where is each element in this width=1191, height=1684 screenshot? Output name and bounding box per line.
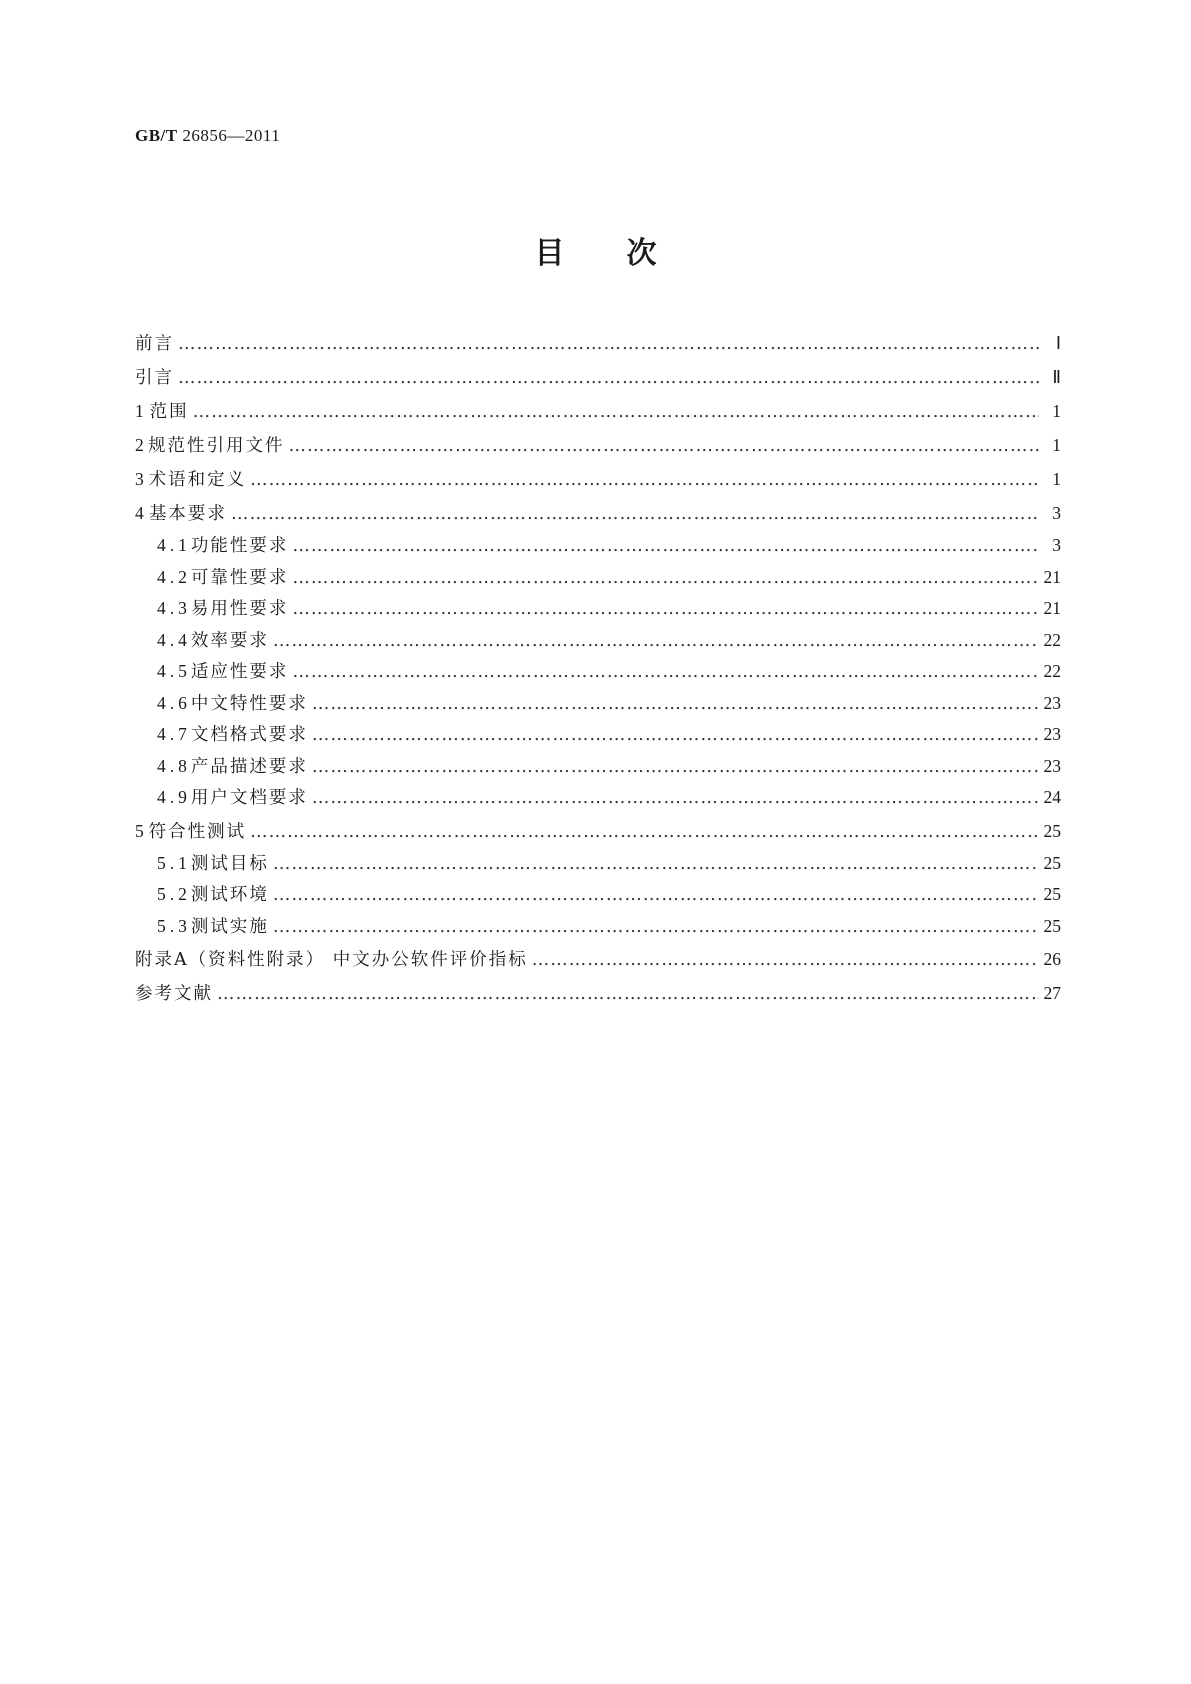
dot-leader <box>217 977 1039 1011</box>
toc-entry-page-number: 25 <box>1043 820 1061 841</box>
toc-entry-page-number: 25 <box>1043 852 1061 873</box>
toc-entry-number: 4 <box>135 503 148 523</box>
toc-entry-page-number: 25 <box>1043 884 1061 904</box>
dot-leader <box>273 912 1039 944</box>
page-title: 目次 <box>534 236 719 271</box>
toc-entry-label: 基本要求 <box>148 504 227 524</box>
toc-entry[interactable] <box>135 326 1061 360</box>
toc-entry-number: 4.9 <box>157 787 191 807</box>
toc-entry-number: 5 <box>135 820 148 841</box>
toc-entry[interactable] <box>135 394 1061 428</box>
dot-leader <box>178 327 1039 361</box>
dot-leader <box>312 720 1039 752</box>
dot-leader <box>292 531 1039 563</box>
toc-entry-number: 3 <box>135 469 148 489</box>
toc-entry-page-number: 22 <box>1043 661 1061 681</box>
toc-entry-label: 测试环境 <box>190 885 269 905</box>
toc-entry-label: 功能性要求 <box>190 536 289 556</box>
dot-leader <box>312 783 1039 815</box>
standard-number <box>135 126 280 146</box>
toc-entry-label: 引言 <box>135 368 174 388</box>
toc-entry-label: 效率要求 <box>190 630 269 651</box>
toc-entry[interactable] <box>135 496 1061 530</box>
toc-entry-number: 1 <box>135 401 148 421</box>
toc-entry[interactable] <box>135 751 1061 783</box>
toc-entry[interactable] <box>135 562 1061 594</box>
toc-entry-number: 2 <box>135 435 148 455</box>
dot-leader <box>312 689 1039 721</box>
dot-leader <box>250 463 1039 497</box>
toc-entry[interactable] <box>135 976 1061 1010</box>
toc-entry-number: 4.8 <box>157 755 191 776</box>
toc-entry-label: 测试目标 <box>190 853 269 874</box>
dot-leader <box>178 361 1039 395</box>
toc-entry-page-number: 23 <box>1043 692 1061 713</box>
toc-entry[interactable] <box>135 462 1061 496</box>
dot-leader <box>292 657 1039 689</box>
toc-entry-page-number: 1 <box>1052 469 1061 489</box>
toc-entry-number: 5.2 <box>157 884 191 904</box>
toc-entry-page-number: 21 <box>1043 566 1061 587</box>
toc-entry[interactable] <box>135 814 1061 848</box>
toc-entry-number: 4.6 <box>157 692 191 713</box>
toc-entry-label: 符合性测试 <box>148 821 247 842</box>
toc-entry-page-number: 21 <box>1043 598 1061 618</box>
toc-entry-label: 文档格式要求 <box>190 725 308 745</box>
toc-entry-page-number: 22 <box>1043 629 1061 650</box>
dot-leader <box>292 563 1039 595</box>
toc-entry-number: 4.1 <box>157 535 191 555</box>
toc-entry-page-number: 3 <box>1052 535 1061 555</box>
toc-entry[interactable] <box>135 719 1061 751</box>
dot-leader <box>273 849 1039 881</box>
toc-entry-label: 参考文献 <box>135 984 213 1004</box>
standard-prefix: GB/T <box>135 126 178 145</box>
toc-entry-label: 测试实施 <box>190 916 269 937</box>
dot-leader <box>273 880 1039 912</box>
toc-entry[interactable] <box>135 625 1061 657</box>
dot-leader <box>231 497 1039 531</box>
toc-entry[interactable] <box>135 530 1061 562</box>
dot-leader <box>193 395 1039 429</box>
dot-leader <box>250 815 1039 849</box>
toc-entry[interactable] <box>135 942 1061 976</box>
toc-entry-page-number: Ⅰ <box>1055 333 1061 353</box>
toc-entry-label: 前言 <box>135 334 174 354</box>
toc-entry-page-number: 25 <box>1043 915 1061 936</box>
toc-entry[interactable] <box>135 911 1061 943</box>
toc-entry-label: 中文特性要求 <box>190 693 308 714</box>
toc-entry[interactable] <box>135 360 1061 394</box>
toc-entry-label: 范围 <box>149 402 189 422</box>
dot-leader <box>532 943 1039 977</box>
toc-entry-number: 5.1 <box>157 852 191 873</box>
toc-entry-page-number: 24 <box>1043 787 1061 807</box>
toc-entry-page-number: 1 <box>1052 401 1061 421</box>
toc-entry[interactable] <box>135 879 1061 911</box>
toc-entry-label: 附录A（资料性附录） 中文办公软件评价指标 <box>135 950 528 970</box>
dot-leader <box>292 594 1039 626</box>
toc-entry[interactable] <box>135 656 1061 688</box>
toc-entry[interactable] <box>135 428 1061 462</box>
toc-entry[interactable] <box>135 593 1061 625</box>
toc-entry-number: 4.5 <box>157 661 191 681</box>
toc-entry[interactable] <box>135 688 1061 720</box>
toc-entry-page-number: 26 <box>1043 949 1061 969</box>
toc-entry-page-number: 23 <box>1043 724 1061 744</box>
toc-entry-label: 用户文档要求 <box>190 788 308 808</box>
toc-entry-label: 术语和定义 <box>148 470 247 490</box>
standard-code: 26856—2011 <box>182 126 281 145</box>
toc-entry-number: 5.3 <box>157 915 191 936</box>
toc-entry[interactable] <box>135 848 1061 880</box>
toc-entry-label: 规范性引用文件 <box>147 436 285 456</box>
dot-leader <box>312 752 1039 784</box>
dot-leader <box>288 429 1039 463</box>
toc-entry-number: 4.2 <box>157 566 191 587</box>
toc-entry-number: 4.4 <box>157 629 191 650</box>
toc-entry-page-number: Ⅱ <box>1052 367 1061 387</box>
toc-entry[interactable] <box>135 782 1061 814</box>
toc-entry-page-number: 23 <box>1043 755 1061 776</box>
toc-entry-label: 产品描述要求 <box>190 756 308 777</box>
toc-entry-number: 4.3 <box>157 598 191 618</box>
toc-entry-page-number: 3 <box>1052 503 1061 523</box>
dot-leader <box>273 626 1039 658</box>
table-of-contents <box>135 326 1061 1010</box>
toc-entry-number: 4.7 <box>157 724 191 744</box>
toc-entry-label: 适应性要求 <box>190 662 289 682</box>
toc-entry-label: 可靠性要求 <box>190 567 289 588</box>
toc-entry-page-number: 1 <box>1052 435 1061 455</box>
toc-entry-label: 易用性要求 <box>190 599 289 619</box>
toc-entry-page-number: 27 <box>1043 983 1061 1003</box>
